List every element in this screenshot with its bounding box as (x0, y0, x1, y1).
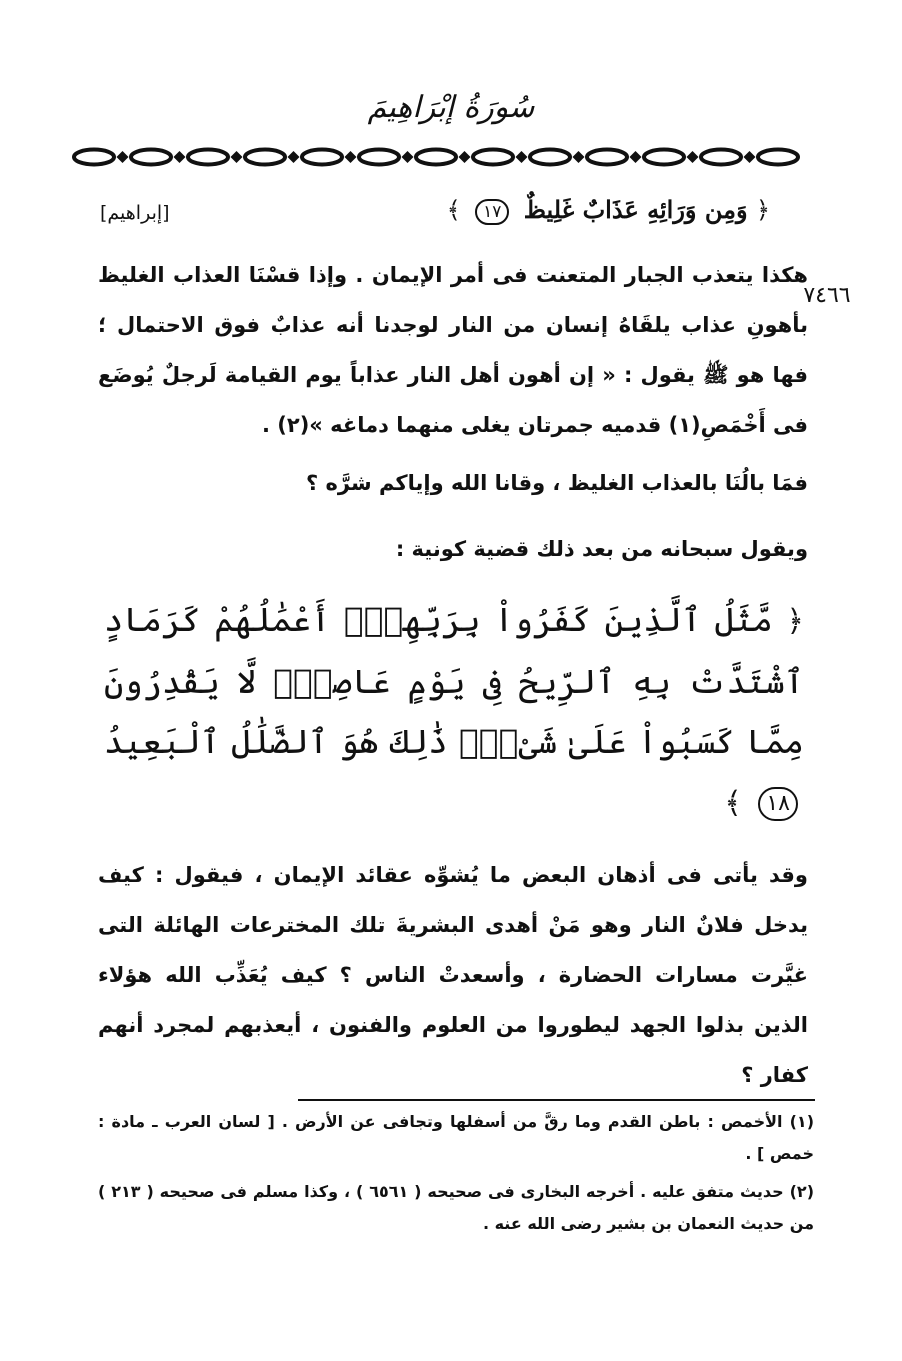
bracket-open: ﴿ (755, 196, 770, 224)
bracket-close: ﴾ (446, 196, 461, 224)
chain-border-icon (72, 139, 834, 175)
quran-verse-block (104, 590, 804, 834)
quran-verse-text: مَّثَلُ ٱلَّذِينَ كَفَرُواْ بِرَبِّهِمْۖ أَعْمَٰلُهُمْ كَرَمَادٍ ٱشْتَدَّتْ بِهِ ٱلرِّيحُ فِى يَوْمٍ عَاصِفٍۖ لَّا يَقْدِرُونَ مِمَّا كَسَبُواْ عَلَىٰ شَىْءٍۚ ذَٰلِكَ هُوَ ٱلضَّلَٰلُ ٱلْبَعِيدُ (104, 600, 804, 761)
paragraph-4: وقد يأتى فى أذهان البعض ما يُشوِّه عقائد الإيمان ، فيقول : كيف يدخل فلانٌ النار وهو مَنْ أهدى البشريةَ تلك المخترعات الهائلة التى غيَّرت مسارات الحضارة ، وأسعدتْ الناس ؟ كيف يُعَذِّب الله هؤلاء الذين بذلوا الجهد ليطوروا من العلوم والفنون ، أيعذبهم لمجرد أنهم كفار ؟ (98, 863, 808, 1087)
verse-reference (300, 188, 770, 232)
paragraph-1: هكذا يتعذب الجبار المتعنت فى أمر الإيمان . وإذا قسْنَا العذاب الغليظ بأهونِ عذاب يلقَاهُ إنسان من النار لوجدنا أنه عذابٌ فوق الاحتمال ؛ فها هو ﷺ يقول : « إن أهون أهل النار عذاباً يوم القيامة لَرجلٌ يُوضَع فى أَخْمَصِ(١) قدميه جمرتان يغلى منهما دماغه »(٢) . (98, 263, 808, 437)
footnote-divider (298, 1099, 815, 1101)
surah-title: سُورَةُ إبْرَاهِيمَ (367, 90, 535, 125)
verse-number: ١٧ (475, 199, 509, 225)
paragraph-3: ويقول سبحانه من بعد ذلك قضية كونية : (395, 537, 808, 561)
ornament-close: ﴾ (724, 786, 742, 821)
quran-verse-number: ١٨ (758, 787, 798, 821)
footnote-1: (١) الأخمص : باطن القدم وما رقَّ من أسفلها وتجافى عن الأرض . [ لسان العرب ـ مادة : خمص ] . (98, 1112, 814, 1163)
page-number: ٧٤٦٦ (787, 278, 867, 314)
verse-text: وَمِن وَرَائِهِ عَذَابٌ غَلِيظٌ (523, 195, 748, 224)
ornament-open: ﴿ (786, 604, 804, 639)
surah-reference: [إبراهيم] (100, 202, 170, 224)
footnote-2: (٢) حديث متفق عليه . أخرجه البخارى فى صحيحه ( ٦٥٦١ ) ، وكذا مسلم فى صحيحه ( ٢١٣ ) من حديث النعمان بن بشير رضى الله عنه . (98, 1182, 814, 1233)
paragraph-2: فمَا بالُنَا بالعذاب الغليظ ، وقانا الله وإياكم شرَّه ؟ (306, 471, 808, 495)
